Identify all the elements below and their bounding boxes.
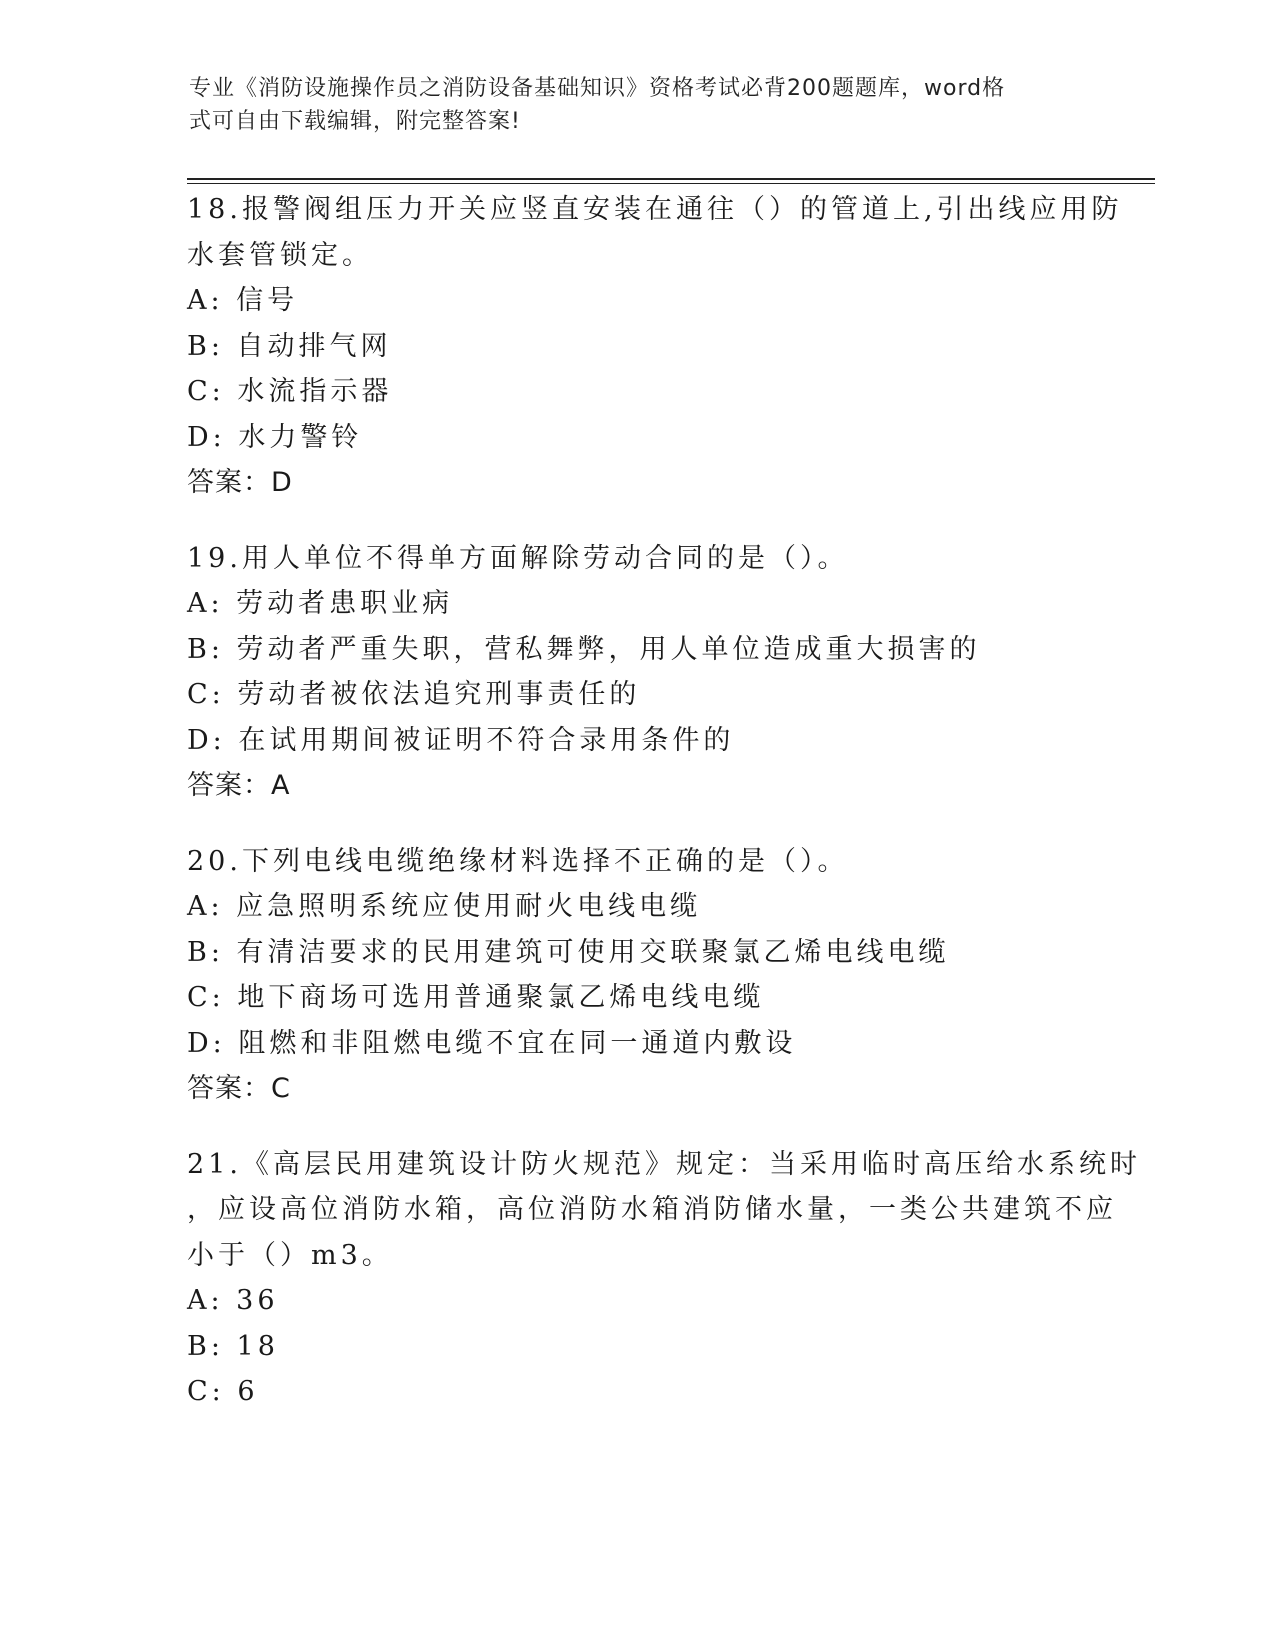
header-divider-thick: [187, 178, 1155, 180]
option-b: B: 劳动者严重失职，营私舞弊，用人单位造成重大损害的: [187, 633, 981, 665]
question-stem-line: 21.《高层民用建筑设计防火规范》规定：当采用临时高压给水系统时: [187, 1148, 1141, 1180]
question-21: [187, 1142, 1141, 1415]
answer-line: 答案：A: [187, 770, 291, 801]
option-b: B: 18: [187, 1330, 279, 1362]
option-c: C: 6: [187, 1376, 259, 1407]
header-line-1: 专业《消防设施操作员之消防设备基础知识》资格考试必背200题题库，word格: [189, 76, 1006, 101]
answer-line: 答案：C: [187, 1073, 291, 1104]
question-stem-line: 19.用人单位不得单方面解除劳动合同的是（）。: [187, 542, 849, 574]
question-20: [187, 839, 1087, 1112]
answer-line: 答案：D: [187, 467, 293, 498]
question-list: [187, 187, 1141, 1445]
header-divider-thin: [187, 183, 1155, 184]
option-a: A: 应急照明系统应使用耐火电线电缆: [187, 891, 702, 922]
header-line-2: 式可自由下载编辑，附完整答案!: [189, 109, 521, 134]
option-c: C: 地下商场可选用普通聚氯乙烯电线电缆: [187, 982, 765, 1013]
question-stem-line: 18.报警阀组压力开关应竖直安装在通往（）的管道上,引出线应用防: [187, 194, 1123, 225]
option-b: B: 有清洁要求的民用建筑可使用交联聚氯乙烯电线电缆: [187, 936, 950, 968]
question-stem-line: ，应设高位消防水箱，高位消防水箱消防储水量，一类公共建筑不应: [187, 1194, 1117, 1225]
option-b: B: 自动排气网: [187, 330, 392, 362]
option-a: A: 36: [187, 1285, 279, 1316]
option-a: A: 劳动者患职业病: [187, 588, 454, 619]
option-a: A: 信号: [187, 285, 299, 316]
option-c: C: 劳动者被依法追究刑事责任的: [187, 679, 641, 710]
option-d: D: 水力警铃: [187, 421, 363, 453]
document-header: [189, 72, 1069, 138]
question-18: [187, 187, 1123, 506]
option-d: D: 阻燃和非阻燃电缆不宜在同一通道内敷设: [187, 1027, 797, 1059]
option-d: D: 在试用期间被证明不符合录用条件的: [187, 724, 735, 756]
question-19: [187, 536, 1087, 809]
option-c: C: 水流指示器: [187, 376, 393, 407]
question-stem-line: 小于（）m3。: [187, 1239, 393, 1271]
question-stem-line: 20.下列电线电缆绝缘材料选择不正确的是（）。: [187, 845, 849, 877]
question-stem-line: 水套管锁定。: [187, 239, 373, 271]
